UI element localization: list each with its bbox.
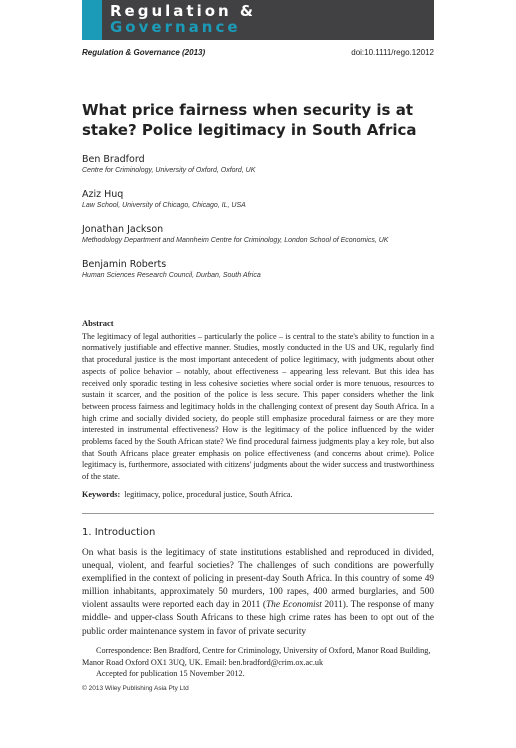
keywords-line [82,490,434,499]
journal-logo-line1: Regulation & [110,2,257,20]
journal-banner [82,0,434,40]
copyright-notice: © 2013 Wiley Publishing Asia Pty Ltd [82,685,189,692]
doi[interactable]: doi:10.1111/rego.12012 [351,48,434,57]
journal-citation: Regulation & Governance (2013) [82,48,206,57]
intro-citation-italic: The Economist [266,600,322,611]
section-divider [82,513,434,514]
author-name: Jonathan Jackson [82,224,164,235]
author-affiliation: Methodology Department and Mannheim Centre for Criminology, London School of Economics, UK [82,237,389,244]
author-block [82,223,434,246]
citation-line [82,48,434,57]
keywords-text: legitimacy, police, procedural justice, South Africa. [124,490,293,499]
author-affiliation: Centre for Criminology, University of Oxford, Oxford, UK [82,167,256,174]
correspondence-text: Correspondence: Ben Bradford, Centre for Criminology, University of Oxford, Manor Road Building, Manor Road Oxford OX1 3UQ, UK. Email: ben.bradford@crim.ox.ac.uk [82,646,431,667]
intro-text-part: 2011). The response of many middle- and upper-class South Africans to these high crime rates has been to opt out of the public order maintenance system in favor of private security [82,600,434,637]
banner-accent-block [82,0,102,40]
author-affiliation: Law School, University of Chicago, Chicago, IL, USA [82,202,246,209]
author-name: Aziz Huq [82,189,124,200]
author-block [82,188,434,211]
author-name: Benjamin Roberts [82,259,167,270]
journal-logo [102,0,256,40]
introduction-text [82,547,434,639]
author-name: Ben Bradford [82,154,145,165]
author-list [82,153,434,293]
correspondence-footnote [82,645,434,680]
abstract-text: The legitimacy of legal authorities – particularly the police – is central to the state's ability to function in a normatively justifiable and effective manner. Studies, mostly conducted in the US and UK, regularly find that procedural justice is the most important antecedent of police legitimacy, with judgments about other aspects of police behavior – notably, about effectiveness – appearing less relevant. But this idea has received only sporadic testing in less cohesive societies where social order is more tenuous, resources to sustain it scarcer, and the position of the police is less secure. This paper considers whether the link between process fairness and legitimacy holds in the challenging context of present day South Africa. In a high crime and socially divided society, do people still emphasize procedural fairness or are they more interested in instrumental effectiveness? How is the legitimacy of the police influenced by the wider problems faced by the South African state? We find procedural fairness judgments play a key role, but also that South Africans place greater emphasis on police effectiveness (and concerns about crime). Police legitimacy is, furthermore, associated with citizens' judgments about the wider success and trustworthiness of the state. [82,331,434,482]
accepted-date: Accepted for publication 15 November 2012. [96,669,245,679]
journal-logo-line2: Governance [110,18,241,36]
author-block [82,153,434,176]
article-title: What price fairness when security is at stake? Police legitimacy in South Africa [82,101,417,139]
intro-text-part: On what basis is the legitimacy of state institutions established and reproduced in divided, unequal, violent, and fearful societies? The challenges of such conditions are powerfully exemplified in the context of policing in present-day South Africa. In this country of some 49 million inhabitants, approximately 50 murders, 100 rapes, 400 armed burglaries, and 500 violent assaults were reported each day in 2011 ( [82,548,434,611]
author-affiliation: Human Sciences Research Council, Durban, South Africa [82,272,261,279]
introduction-heading: 1. Introduction [82,527,156,538]
keywords-label: Keywords: [82,490,121,499]
abstract-section [82,318,434,483]
abstract-heading: Abstract [82,318,114,328]
author-block [82,258,434,281]
